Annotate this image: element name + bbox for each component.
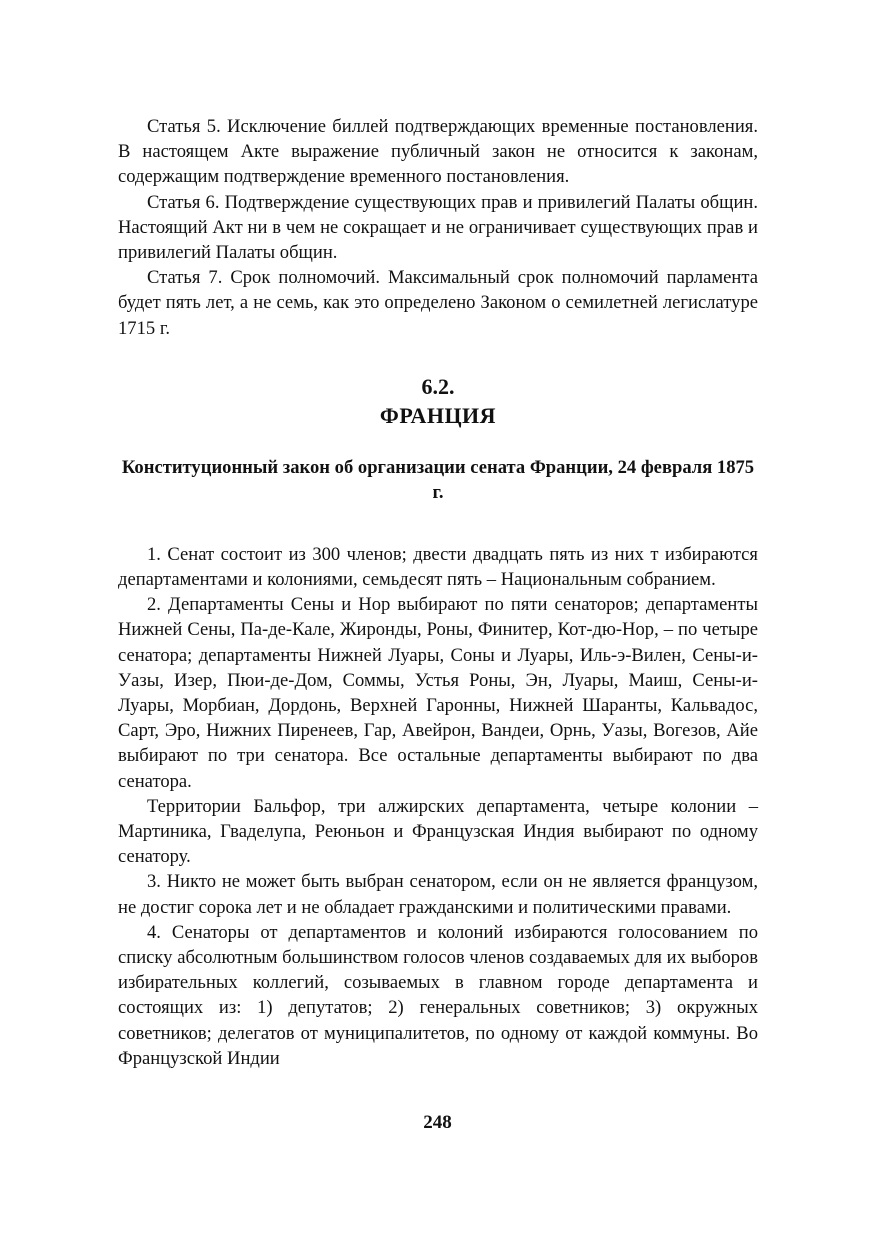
clause-3-paragraph: 3. Никто не может быть выбран сенатором, если он не является французом, не достиг сорока лет и не обладает гражданскими и политическими правами. bbox=[118, 871, 758, 918]
section-number: 6.2. bbox=[421, 373, 455, 399]
article-6-paragraph: Статья 6. Подтверждение существующих прав и привилегий Палаты общин. Настоящий Акт ни в чем не сокращает и не ограничивает существующих прав и привилегий Палаты общин. bbox=[118, 191, 758, 264]
law-title: Конституционный закон об организации сената Франции, 24 февраля 1875 г. bbox=[121, 456, 755, 503]
page-number: 248 bbox=[423, 1112, 452, 1133]
clause-1-paragraph: 1. Сенат состоит из 300 членов; двести двадцать пять из них т избираются департаментами и колониями, семьдесят пять – Национальным собранием. bbox=[118, 543, 758, 591]
article-7-paragraph: Статья 7. Срок полномочий. Максимальный срок полномочий парламента будет пять лет, а не семь, как это определено Законом о семилетней легислатуре 1715 г. bbox=[118, 267, 758, 339]
section-title: ФРАНЦИЯ bbox=[379, 402, 497, 428]
page-content bbox=[118, 114, 758, 1071]
clause-2-paragraph: 2. Департаменты Сены и Нор выбирают по пяти сенаторов; департаменты Нижней Сены, Па-де-Кале, Жиронды, Роны, Финитер, Кот-дю-Нор, – по четыре сенатора; департаменты Нижней Луары, Соны и Луары, Иль-э-Вилен, Сены-и-Уазы, Изер, Пюи-де-Дом, Соммы, Устья Роны, Эн, Луары, Маиш, Сены-и-Луары, Морбиан, Дордонь, Верхней Гаронны, Нижней Шаранты, Кальвадос, Сарт, Эро, Нижних Пиренеев, Гар, Авейрон, Вандеи, Орнь, Уазы, Вогезов, Айе выбирают по три сенатора. Все остальные департаменты выбирают по два сенатора. bbox=[118, 594, 758, 792]
territories-paragraph: Территории Бальфор, три алжирских департамента, четыре колонии – Мартиника, Гваделупа, Реюньон и Французская Индия выбирают по одному сенатору. bbox=[118, 795, 758, 868]
article-5-paragraph: Статья 5. Исключение биллей подтверждающих временные постановления. В настоящем Акте выражение публичный закон не относится к законам, содержащим подтверждение временного постановления. bbox=[118, 116, 758, 188]
clause-4-paragraph: 4. Сенаторы от департаментов и колоний избираются голосованием по списку абсолютным большинством голосов членов создаваемых для их выборов избирательных коллегий, созываемых в главном городе департамента и состоящих из: 1) депутатов; 2) генеральных советников; 3) окружных советников; делегатов от муниципалитетов, по одному от каждой коммуны. Во Французской Индии bbox=[118, 921, 758, 1069]
